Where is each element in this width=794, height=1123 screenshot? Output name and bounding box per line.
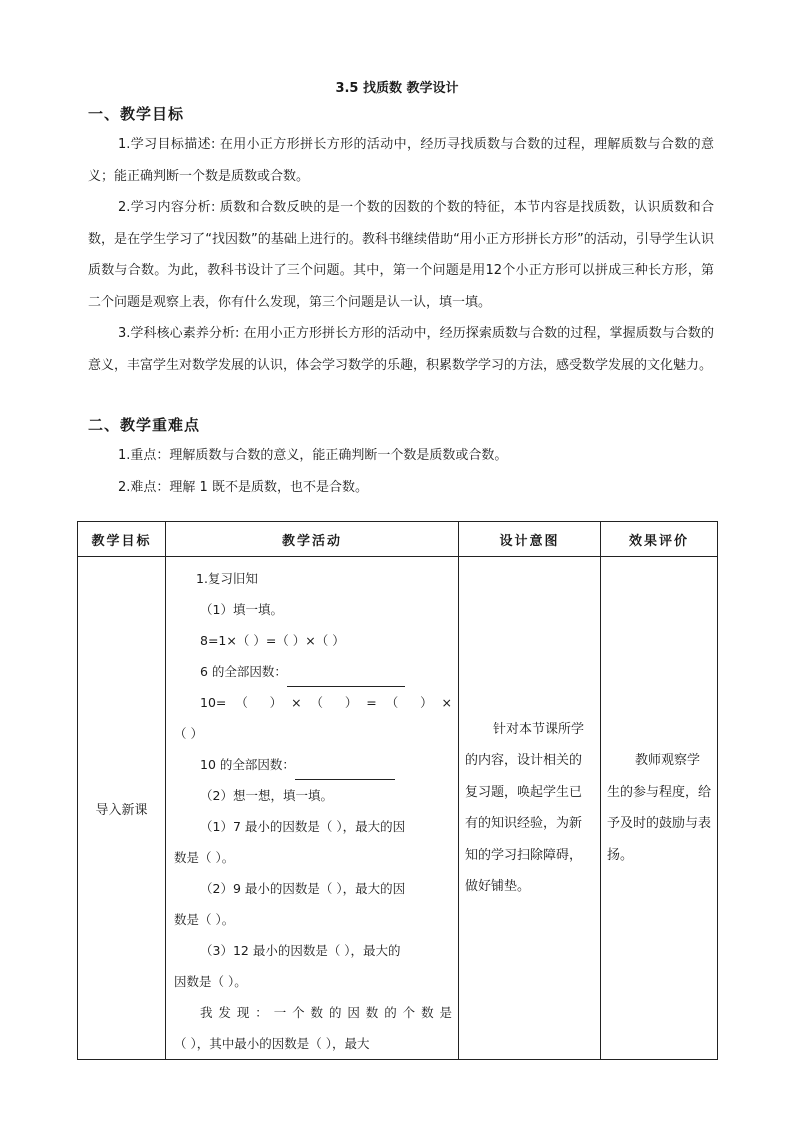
activity-think-title: （2）想一想，填一填。 <box>200 788 333 803</box>
activity-review: 1.复习旧知 <box>196 571 258 586</box>
activity-q12-b: 因数是（ ）。 <box>174 974 247 989</box>
activity-discover-a: 我发现：一个数的因数的个数是 <box>200 1005 452 1020</box>
answer-blank <box>287 670 405 687</box>
header-intent: 设计意图 <box>459 522 601 557</box>
intent-cell <box>459 557 601 1060</box>
activity-eq10-a: 10=（ ）×（ ）=（ ）× <box>200 695 452 710</box>
goal-paragraph-2: 2.学习内容分析: 质数和合数反映的是一个数的因数的个数的特征，本节内容是找质数，认识质数和合数，是在学生学习了“找因数”的基础上进行的。教科书继续借助“用小正方形拼长方形”的活动，引导学生认识质数与合数。为此，教科书设计了三个问题。其中，第一个问题是用12个小正方形可以拼成三种长方形，第二个问题是观察上表，你有什么发现，第三个问题是认一认，填一填。 <box>88 200 714 310</box>
goal-paragraph-1: 1.学习目标描述: 在用小正方形拼长方形的活动中，经历寻找质数与合数的过程，理解质数与合数的意义；能正确判断一个数是质数或合数。 <box>88 137 714 184</box>
activity-factors10 <box>174 749 452 780</box>
hard-point: 2.难点：理解 1 既不是质数，也不是合数。 <box>118 480 368 495</box>
section-heading-goals: 一、教学目标 <box>88 105 185 123</box>
factors10-label: 10 的全部因数： <box>200 757 295 772</box>
lesson-table <box>77 521 718 1060</box>
table-header-row <box>78 522 718 557</box>
activity-eq10-b: （ ） <box>174 726 203 741</box>
evaluation-text: 教师观察学生的参与程度，给予及时的鼓励与表扬。 <box>607 753 712 863</box>
goal-cell: 导入新课 <box>78 557 166 1060</box>
activity-q7-a: （1）7 最小的因数是（ ），最大的因 <box>200 819 406 834</box>
activity-q12-a: （3）12 最小的因数是（ ），最大的 <box>200 943 401 958</box>
activity-factors6 <box>174 656 452 687</box>
key-point: 1.重点：理解质数与合数的意义，能正确判断一个数是质数或合数。 <box>118 448 508 463</box>
activity-eq8: 8=1×（ ）=（ ）×（ ） <box>200 633 345 648</box>
evaluation-cell <box>601 557 718 1060</box>
header-activity: 教学活动 <box>166 522 459 557</box>
activity-q9-b: 数是（ ）。 <box>174 912 235 927</box>
intent-text: 针对本节课所学的内容，设计相关的复习题，唤起学生已有的知识经验，为新知的学习扫除障碍，做好铺垫。 <box>465 721 585 894</box>
activity-discover-b: （ ），其中最小的因数是（ ），最大 <box>174 1036 370 1051</box>
activity-cell <box>166 557 459 1060</box>
factors6-label: 6 的全部因数： <box>200 664 287 679</box>
document-title: 3.5 找质数 教学设计 <box>335 81 459 96</box>
header-evaluation: 效果评价 <box>601 522 718 557</box>
section-heading-difficulty: 二、教学重难点 <box>88 416 201 434</box>
header-goal: 教学目标 <box>78 522 166 557</box>
activity-q7-b: 数是（ ）。 <box>174 850 235 865</box>
table-row <box>78 557 718 1060</box>
answer-blank <box>295 763 395 780</box>
activity-q9-a: （2）9 最小的因数是（ ），最大的因 <box>200 881 406 896</box>
activity-fill-title: （1）填一填。 <box>200 602 283 617</box>
goal-paragraph-3: 3.学科核心素养分析: 在用小正方形拼长方形的活动中，经历探索质数与合数的过程，掌握质数与合数的意义，丰富学生对数学发展的认识，体会学习数学的乐趣，积累数学学习的方法，感受数学发展的文化魅力。 <box>88 326 714 373</box>
